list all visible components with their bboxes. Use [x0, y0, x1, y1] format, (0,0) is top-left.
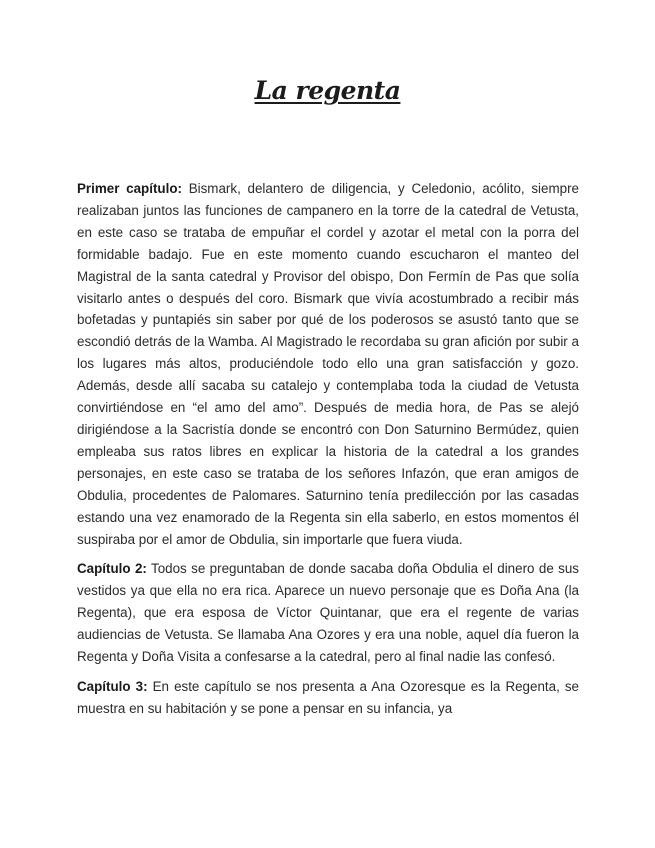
- document-body: [77, 178, 579, 728]
- chapter-2-heading: Capítulo 2:: [77, 561, 147, 577]
- document-title: La regenta: [254, 76, 401, 105]
- chapter-2-text: Todos se preguntaban de donde sacaba doña Obdulia el dinero de sus vestidos ya que ella no era rica. Aparece un nuevo personaje que es Doña Ana (la Regenta), que era esposa de Víctor Quintanar, que era el regente de varias audiencias de Vetusta. Se llamaba Ana Ozores y era una noble, aquel día fueron la Regenta y Doña Visita a confesarse a la catedral, pero al final nadie las confesó.: [77, 561, 579, 665]
- chapter-3-heading: Capítulo 3:: [77, 678, 148, 694]
- chapter-1-paragraph: [77, 178, 579, 550]
- chapter-2-paragraph: [77, 558, 579, 668]
- chapter-3-text: En este capítulo se nos presenta a Ana Ozoresque es la Regenta, se muestra en su habitación y se pone a pensar en su infancia, ya: [77, 678, 580, 716]
- chapter-1-heading: Primer capítulo:: [77, 181, 182, 196]
- chapter-3-paragraph: [77, 676, 579, 720]
- chapter-1-text: Bismark, delantero de diligencia, y Celedonio, acólito, siempre realizaban juntos las funciones de campanero en la torre de la catedral de Vetusta, en este caso se trataba de empuñar el cordel y azotar el metal con la porra del formidable badajo. Fue en este momento cuando escucharon el manteo del Magistral de la santa catedral y Provisor del obispo, Don Fermín de Pas que solía visitarlo antes o después del coro. Bismark que vivía acostumbrado a recibir más bofetadas y puntapiés sin saber por qué de los poderosos se asustó tanto que se escondió detrás de la Wamba. Al Magistrado le recordaba su gran afición por subir a los lugares más altos, produciéndole todo ello una gran satisfacción y gozo. Además, desde allí sacaba su catalejo y contemplaba toda la ciudad de Vetusta convirtiéndose en “el amo del amo”. Después de media hora, de Pas se alejó dirigiéndose a la Sacristía donde se encontró con Don Saturnino Bermúdez, quien empleaba sus ratos libres en explicar la historia de la catedral a los grandes personajes, en este caso se trataba de los señores Infazón, que eran amigos de Obdulia, procedentes de Palomares. Saturnino tenía predilección por las casadas estando una vez enamorado de la Regenta sin ella saberlo, en estos momentos él suspiraba por el amor de Obdulia, sin importarle que fuera viuda.: [77, 181, 579, 547]
